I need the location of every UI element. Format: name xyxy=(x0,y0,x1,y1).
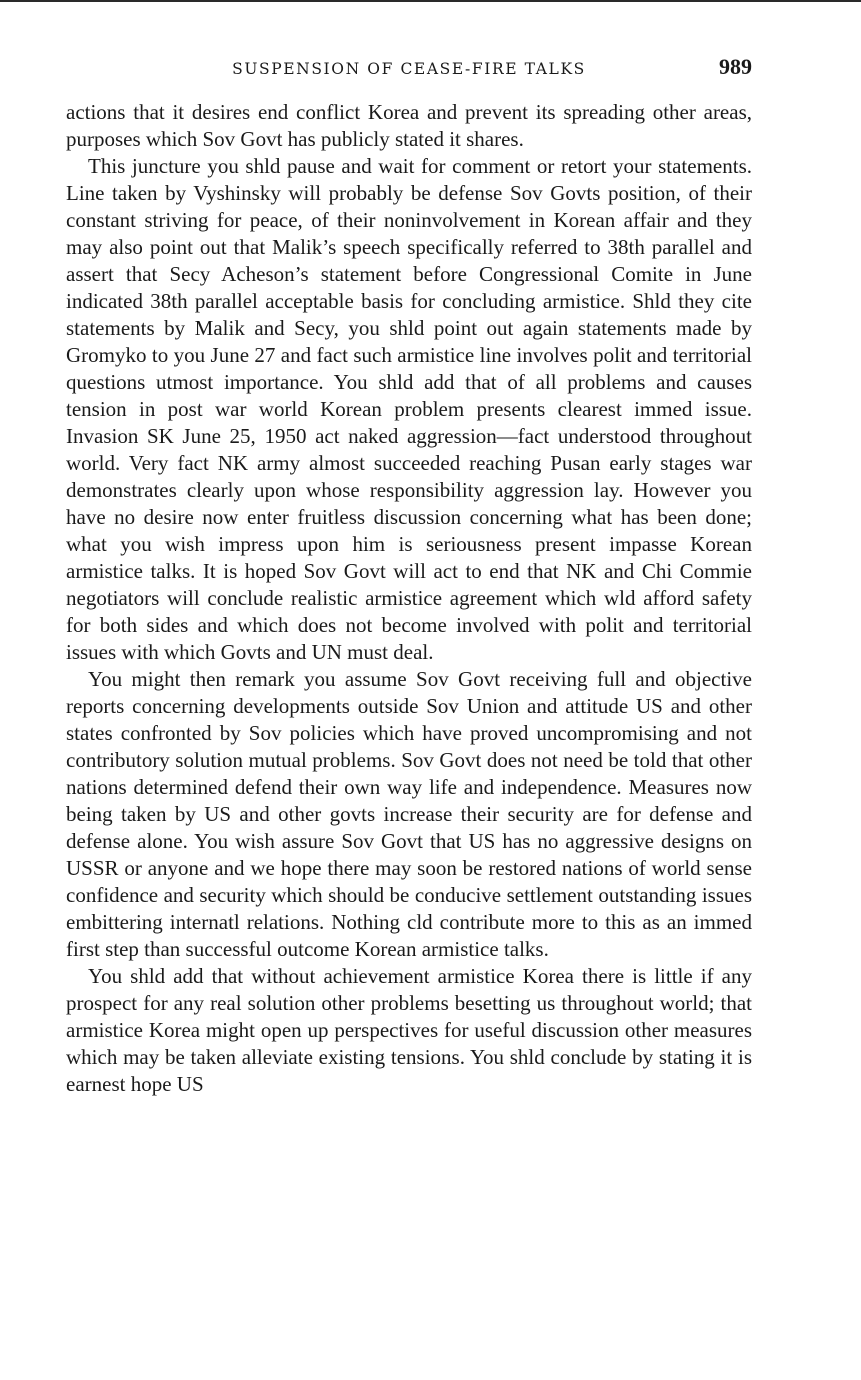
top-rule xyxy=(0,0,861,2)
paragraph-continued: actions that it desires end conflict Korea and prevent its spreading other areas, purposes which Sov Govt has publicly stated it shares. xyxy=(66,100,752,151)
paragraph-conclusion: You shld add that without achievement armistice Korea there is little if any prospect for any real solution other problems besetting us throughout world; that armistice Korea might open up perspectives for useful discussion other measures which may be taken alleviate existing tensions. You shld conclude by stating it is earnest hope US xyxy=(66,964,752,1096)
paragraph-sov-govt-reports: You might then remark you assume Sov Govt receiving full and objective reports concerning developments outside Sov Union and attitude US and other states confronted by Sov policies which have proved uncompromising and not contributory solution mutual problems. Sov Govt does not need be told that other nations determined defend their own way life and independence. Measures now being taken by US and other govts increase their security are for defense and defense alone. You wish assure Sov Govt that US has no aggressive designs on USSR or anyone and we hope there may soon be restored nations of world sense confidence and security which should be conducive settlement outstanding issues embittering internatl relations. Nothing cld contribute more to this as an immed first step than successful outcome Korean armistice talks. xyxy=(66,667,752,961)
page-header xyxy=(66,54,752,84)
page-number: 989 xyxy=(719,54,752,79)
paragraph-vyshinsky-line: This juncture you shld pause and wait for comment or retort your statements. Line taken by Vyshinsky will probably be defense Sov Govts position, of their constant striving for peace, of their noninvolvement in Korean affair and they may also point out that Malik’s speech specifically referred to 38th parallel and assert that Secy Acheson’s statement before Congressional Comite in June indicated 38th parallel acceptable basis for concluding armistice. Shld they cite statements by Malik and Secy, you shld point out again statements made by Gromyko to you June 27 and fact such armistice line involves polit and territorial questions utmost importance. You shld add that of all problems and causes tension in post war world Korean problem presents clearest immed issue. Invasion SK June 25, 1950 act naked aggression—fact understood throughout world. Very fact NK army almost succeeded reaching Pusan early stages war demonstrates clearly upon whose responsibility aggression lay. However you have no desire now enter fruitless discussion concerning what has been done; what you wish impress upon him is seriousness present impasse Korean armistice talks. It is hoped Sov Govt will act to end that NK and Chi Commie negotiators will conclude realistic armistice agreement which wld afford safety for both sides and which does not become involved with polit and territorial issues with which Govts and UN must deal. xyxy=(66,154,752,664)
body-text xyxy=(66,99,752,1098)
running-head: SUSPENSION OF CEASE-FIRE TALKS xyxy=(232,60,586,78)
